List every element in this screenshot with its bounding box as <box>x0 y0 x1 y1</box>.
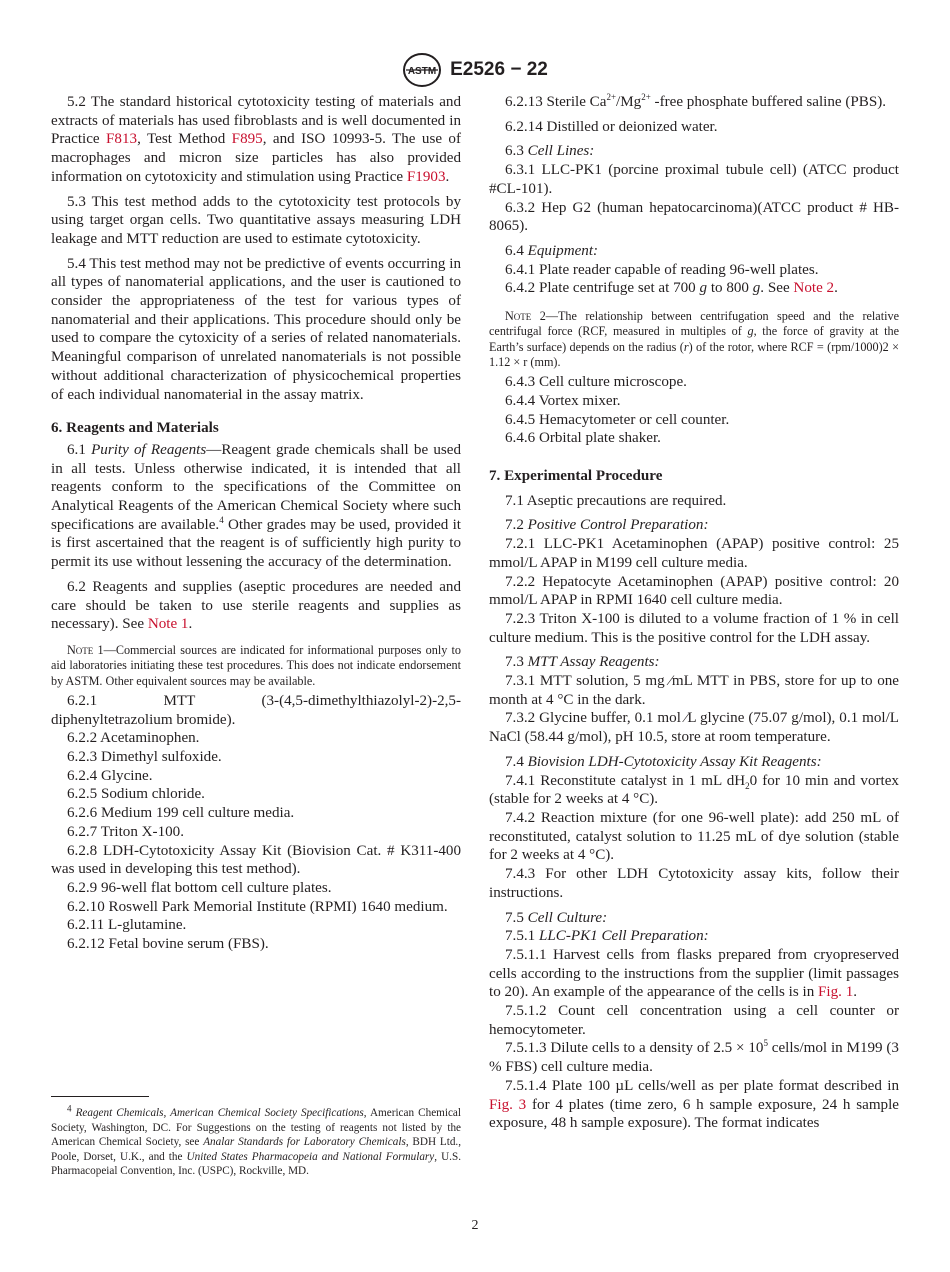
paragraph-6-4-1: 6.4.1 Plate reader capable of reading 96-well plates. <box>505 261 819 278</box>
note-2: Note 2—The relationship between centrifugation speed and the relative centrifugal force (RCF, measured in multiples of g, the force of gravity at the Earth’s surface) depends on the radius (r) of the rotor, where RCF = (rpm/1000)2 × 1.12 × r (mm). <box>489 309 899 369</box>
paragraph-7-3-1: 7.3.1 MTT solution, 5 mg ⁄mL MTT in PBS, store for up to one month at 4 °C in the dark. <box>489 673 899 708</box>
paragraph-6-2-14: 6.2.14 Distilled or deionized water. <box>505 118 718 135</box>
paragraph-7-2-3: 7.2.3 Triton X-100 is diluted to a volume fraction of 1 % in cell culture medium. This is the positive control for the LDH assay. <box>489 610 899 646</box>
list-item: 6.2.11 L-glutamine. <box>67 917 187 934</box>
paragraph-7-4-2: 7.4.2 Reaction mixture (for one 96-well plate): add 250 mL of reconstituted, catalyst solution to 11.25 mL of dye solution (stable for 2 weeks at 4 °C). <box>489 809 899 864</box>
paragraph-7-2: 7.2 Positive Control Preparation: <box>505 517 709 534</box>
list-item: 6.2.10 Roswell Park Memorial Institute (RPMI) 1640 medium. <box>67 898 448 915</box>
paragraph-5-3: 5.3 This test method adds to the cytotoxicity test protocols by using target organ cells. Two quantitative assays measuring LDH leakage and MTT reduction are used to estimate cytotoxicity. <box>51 193 461 247</box>
list-item: 6.2.9 96-well flat bottom cell culture plates. <box>67 879 332 896</box>
paragraph-6-2-13: 6.2.13 Sterile $Ca^{2+}/Mg^{2+}$ -free phosphate buffered saline (PBS). <box>505 91 887 110</box>
paragraph-6-3-1: 6.3.1 LLC-PK1 (porcine proximal tubule cell) (ATCC product #CL-101). <box>489 162 899 197</box>
link-note-1[interactable]: Note 1 <box>147 616 189 633</box>
paragraph-6-4-4: 6.4.4 Vortex mixer. <box>505 392 621 409</box>
paragraph-6-3-2: 6.3.2 Hep G2 (human hepatocarcinoma)(ATCC product # HB-8065). <box>489 199 899 235</box>
paragraph-7-3-2: 7.3.2 Glycine buffer, 0.1 mol ⁄L glycine (75.07 g/mol), 0.1 mol/L NaCl (58.44 g/mol), pH 10.5, store at room temperature. <box>489 710 899 746</box>
paragraph-7-5-1-1: 7.5.1.1 Harvest cells from flasks prepared from cryopreserved cells according to the instructions from the supplier (limit passages to 20). An example of the appearance of the cells is in Fig. 1. <box>489 946 899 1001</box>
link-f813[interactable]: F813 <box>106 131 138 148</box>
paragraph-6-1: 6.1 Purity of Reagents—Reagent grade chemicals shall be used in all tests. Unless otherwise indicated, it is intended that all reagents conform to the specifications of the Committee on Analytical Reagents of the American Chemical Society where such specifications are available.$^4$ Other grades may be used, provided it is first ascertained that the reagent is of sufficiently high purity to permit its use without lessening the accuracy of the determination. <box>51 441 462 571</box>
list-item: 6.2.1 MTT (3-(4,5-dimethylthiazolyl-2)-2,5- diphenyltetrazolium bromide). <box>51 692 461 728</box>
list-item: 6.2.12 Fetal bovine serum (FBS). <box>67 936 269 953</box>
paragraph-5-2: 5.2 The standard historical cytotoxicity testing of materials and extracts of materials has used fibroblasts and is well documented in Practice F813, Test Method F895, and ISO 10993-5. The use of macrophages and micron size particles has also provided information on cytotoxicity and stimulation using Practice F1903. <box>51 94 461 185</box>
paragraph-6-4-3: 6.4.3 Cell culture microscope. <box>505 374 687 391</box>
link-fig-3[interactable]: Fig. 3 <box>489 1096 527 1113</box>
list-item: 6.2.2 Acetaminophen. <box>67 730 200 747</box>
standard-designation: E2526 − 22 <box>450 59 548 80</box>
paragraph-6-4: 6.4 Equipment: <box>505 242 599 259</box>
page-number: 2 <box>471 1218 479 1233</box>
list-item: 6.2.8 LDH-Cytotoxicity Assay Kit (Biovision Cat. # K311-400 was used in developing this test method). <box>51 842 461 878</box>
paragraph-6-3: 6.3 Cell Lines: <box>505 143 595 160</box>
page-header <box>0 52 950 88</box>
paragraph-6-4-6: 6.4.6 Orbital plate shaker. <box>505 430 661 447</box>
paragraph-5-4: 5.4 This test method may not be predictive of events occurring in all types of nanomaterial applications, and the user is cautioned to consider the appropriateness of the test for various types of nanomaterial and their applications. This procedure should only be used to compare the cytoxicity of a series of related nanomaterials. Meaningful comparison of unrelated nanomaterials is not possible without additional characterization of physicochemical properties of each individual nanomaterial in the assay matrix. <box>51 255 461 403</box>
link-f895[interactable]: F895 <box>231 131 263 148</box>
paragraph-7-3: 7.3 MTT Assay Reagents: <box>505 654 660 671</box>
footnote-divider <box>51 1096 149 1097</box>
paragraph-7-5-1: 7.5.1 LLC-PK1 Cell Preparation: <box>505 928 709 945</box>
right-column <box>489 93 899 1133</box>
svg-text:ASTM: ASTM <box>407 66 437 77</box>
footnote-4: $^4$ Reagent Chemicals, American Chemical Society Specifications, American Chemical Society, Washington, DC. For Suggestions on the testing of reagents not listed by the American Chemical Society, see Analar Standards for Laboratory Chemicals, BDH Ltd., Poole, Dorset, U.K., and the United States Pharmacopeia and National Formulary, U.S. Pharmacopeial Convention, Inc. (USPC), Rockville, MD. <box>51 1103 462 1177</box>
paragraph-7-2-2: 7.2.2 Hepatocyte Acetaminophen (APAP) positive control: 20 mmol/L APAP in RPMI 1640 cell culture media. <box>489 573 899 609</box>
list-item: 6.2.4 Glycine. <box>67 767 153 784</box>
astm-logo-icon <box>402 52 442 88</box>
list-item: 6.2.7 Triton X-100. <box>67 823 184 840</box>
paragraph-7-5-1-4: 7.5.1.4 Plate 100 µL cells/well as per plate format described in Fig. 3 for 4 plates (time zero, 6 h sample exposure, 24 h sample exposure, 48 h sample exposure). The format indicates <box>489 1077 899 1132</box>
paragraph-7-4-3: 7.4.3 For other LDH Cytotoxicity assay kits, follow their instructions. <box>489 866 899 901</box>
link-fig-1[interactable]: Fig. 1 <box>818 984 854 1001</box>
list-item: 6.2.6 Medium 199 cell culture media. <box>67 805 295 822</box>
paragraph-6-2: 6.2 Reagents and supplies (aseptic procedures are needed and care should be taken to use sterile reagents and supplies as necessary). See Note 1. <box>51 578 461 633</box>
paragraph-7-5-1-2: 7.5.1.2 Count cell concentration using a cell counter or hemocytometer. <box>489 1003 899 1038</box>
section-heading-7: 7. Experimental Procedure <box>489 468 663 485</box>
list-item: 6.2.3 Dimethyl sulfoxide. <box>67 748 222 765</box>
paragraph-7-5-1-3: 7.5.1.3 Dilute cells to a density of $2.5 \times 10^5$ cells/mol in M199 (3 % FBS) cell culture media. <box>489 1038 899 1076</box>
paragraph-7-4: 7.4 Biovision LDH-Cytotoxicity Assay Kit Reagents: <box>505 753 822 770</box>
paragraph-7-5: 7.5 Cell Culture: <box>505 909 608 926</box>
section-heading-6: 6. Reagents and Materials <box>51 420 219 437</box>
link-f1903[interactable]: F1903 <box>406 168 446 185</box>
paragraph-6-4-2: 6.4.2 Plate centrifuge set at 700 g to 800 g. See Note 2. <box>505 280 838 297</box>
note-1: Note 1—Commercial sources are indicated for informational purposes only to aid laboratories initiating these test procedures. This does not indicate endorsement by ASTM. Other equivalent sources may be available. <box>51 642 462 688</box>
link-note-2[interactable]: Note 2 <box>793 280 835 297</box>
paragraph-7-1: 7.1 Aseptic precautions are required. <box>505 492 727 509</box>
paragraph-7-2-1: 7.2.1 LLC-PK1 Acetaminophen (APAP) positive control: 25 mmol/L APAP in M199 cell culture media. <box>489 536 899 571</box>
left-column <box>51 93 461 954</box>
paragraph-6-4-5: 6.4.5 Hemacytometer or cell counter. <box>505 411 730 428</box>
footnote-ref-4[interactable]: 4 <box>219 514 224 525</box>
paragraph-7-4-1: 7.4.1 Reconstitute catalyst in 1 mL $dH_20$ for 10 min and vortex (stable for 2 weeks at 4 °C). <box>489 772 899 808</box>
list-item: 6.2.5 Sodium chloride. <box>67 786 205 803</box>
